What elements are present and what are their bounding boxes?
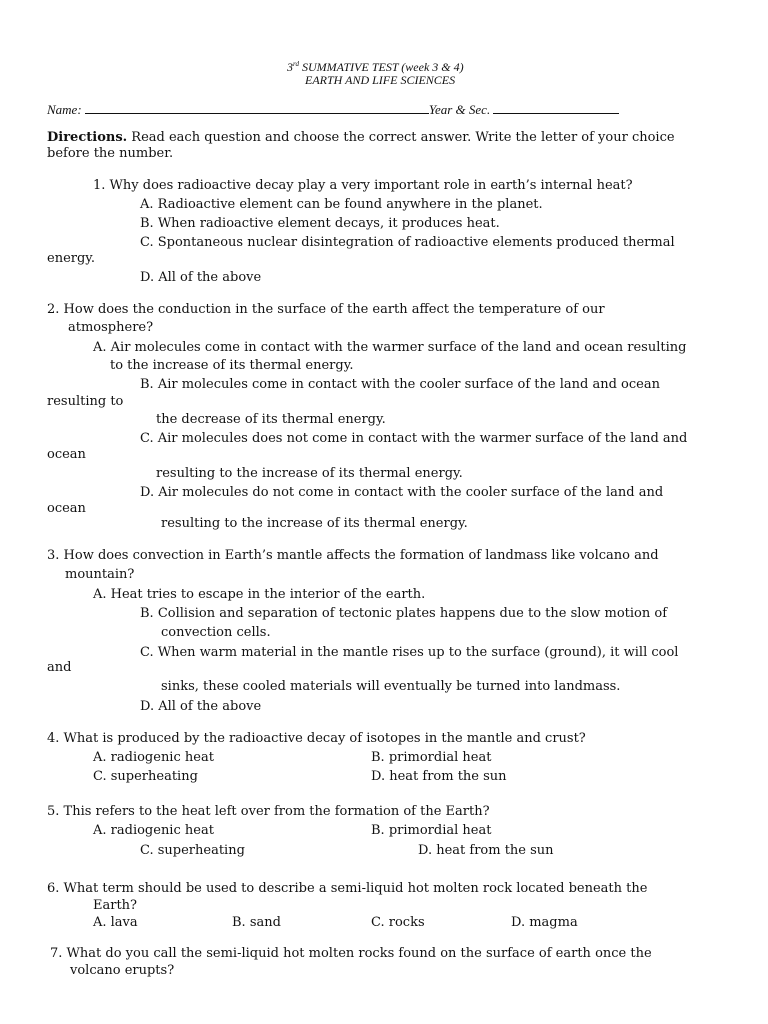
q4-choice-a: A. radiogenic heat bbox=[93, 750, 214, 765]
q1-choice-a: A. Radioactive element can be found anywhere in the planet. bbox=[140, 197, 543, 212]
q1-choice-c: C. Spontaneous nuclear disintegration of radioactive elements produced thermal bbox=[140, 235, 675, 250]
q6-stem: 6. What term should be used to describe a semi-liquid hot molten rock located beneath the bbox=[47, 881, 648, 896]
q2-choice-a: A. Air molecules come in contact with the warmer surface of the land and ocean resulting bbox=[93, 340, 687, 355]
q6-choice-c: C. rocks bbox=[371, 915, 425, 930]
q2-choice-b-wrap-2: the decrease of its thermal energy. bbox=[156, 412, 386, 427]
title-ordinal-suffix: rd bbox=[293, 60, 299, 68]
directions-text: Read each question and choose the correct answer. Write the letter of your choice bbox=[127, 130, 675, 145]
q3-choice-b: B. Collision and separation of tectonic plates happens due to the slow motion of bbox=[140, 606, 668, 621]
q2-choice-c-wrap-1: ocean bbox=[47, 447, 86, 462]
q2-stem: 2. How does the conduction in the surface of the earth affect the temperature of our bbox=[47, 302, 605, 317]
q3-choice-c-wrap-2: sinks, these cooled materials will eventually be turned into landmass. bbox=[161, 679, 621, 694]
q3-stem-wrap: mountain? bbox=[65, 567, 135, 582]
q1-choice-c-wrap: energy. bbox=[47, 251, 96, 266]
q3-choice-c: C. When warm material in the mantle rises up to the surface (ground), it will cool bbox=[140, 645, 679, 660]
q2-choice-d-wrap-2: resulting to the increase of its thermal energy. bbox=[161, 516, 468, 531]
q1-choice-b: B. When radioactive element decays, it produces heat. bbox=[140, 216, 500, 231]
name-label: Name: bbox=[47, 102, 85, 117]
q7-stem-wrap: volcano erupts? bbox=[70, 963, 175, 978]
q6-choice-a: A. lava bbox=[93, 915, 138, 930]
name-blank[interactable] bbox=[85, 101, 429, 114]
directions-line-1 bbox=[47, 130, 675, 146]
q3-choice-d: D. All of the above bbox=[140, 699, 262, 714]
q6-choice-b: B. sand bbox=[232, 915, 281, 930]
directions-line-2: before the number. bbox=[47, 146, 174, 161]
q2-choice-b-wrap-1: resulting to bbox=[47, 394, 124, 409]
q2-choice-d-wrap-1: ocean bbox=[47, 501, 86, 516]
q2-choice-c-wrap-2: resulting to the increase of its thermal energy. bbox=[156, 466, 463, 481]
q4-choice-b: B. primordial heat bbox=[371, 750, 492, 765]
q5-choice-c: C. superheating bbox=[140, 843, 245, 858]
q2-choice-a-wrap: to the increase of its thermal energy. bbox=[110, 358, 354, 373]
q5-choice-b: B. primordial heat bbox=[371, 823, 492, 838]
q2-stem-wrap: atmosphere? bbox=[68, 320, 154, 335]
q4-stem: 4. What is produced by the radioactive decay of isotopes in the mantle and crust? bbox=[47, 731, 586, 746]
name-field bbox=[47, 101, 619, 118]
q6-choice-d: D. magma bbox=[511, 915, 578, 930]
q5-choice-d: D. heat from the sun bbox=[418, 843, 554, 858]
q5-choice-a: A. radiogenic heat bbox=[93, 823, 214, 838]
test-subtitle: EARTH AND LIFE SCIENCES bbox=[305, 73, 456, 87]
year-sec-label: Year & Sec. bbox=[428, 102, 494, 117]
q7-stem: 7. What do you call the semi-liquid hot molten rocks found on the surface of earth once the bbox=[50, 946, 652, 961]
q2-choice-c: C. Air molecules does not come in contact with the warmer surface of the land and bbox=[140, 431, 688, 446]
q2-choice-d: D. Air molecules do not come in contact with the cooler surface of the land and bbox=[140, 485, 664, 500]
q3-choice-a: A. Heat tries to escape in the interior of the earth. bbox=[93, 587, 426, 602]
q1-choice-d: D. All of the above bbox=[140, 270, 262, 285]
q2-choice-b: B. Air molecules come in contact with the cooler surface of the land and ocean bbox=[140, 377, 660, 392]
directions-label: Directions. bbox=[47, 130, 128, 145]
q6-stem-wrap: Earth? bbox=[93, 898, 138, 913]
q3-stem: 3. How does convection in Earth’s mantle affects the formation of landmass like volcano and bbox=[47, 548, 659, 563]
title-text: SUMMATIVE TEST (week 3 & 4) bbox=[298, 60, 464, 74]
year-sec-blank[interactable] bbox=[493, 101, 619, 114]
q1-stem: 1. Why does radioactive decay play a very important role in earth’s internal heat? bbox=[93, 178, 633, 193]
title-number: 3 bbox=[287, 60, 293, 74]
q3-choice-c-wrap-1: and bbox=[47, 660, 72, 675]
q3-choice-b-wrap: convection cells. bbox=[161, 625, 271, 640]
q4-choice-c: C. superheating bbox=[93, 769, 198, 784]
q4-choice-d: D. heat from the sun bbox=[371, 769, 507, 784]
q5-stem: 5. This refers to the heat left over from the formation of the Earth? bbox=[47, 804, 490, 819]
